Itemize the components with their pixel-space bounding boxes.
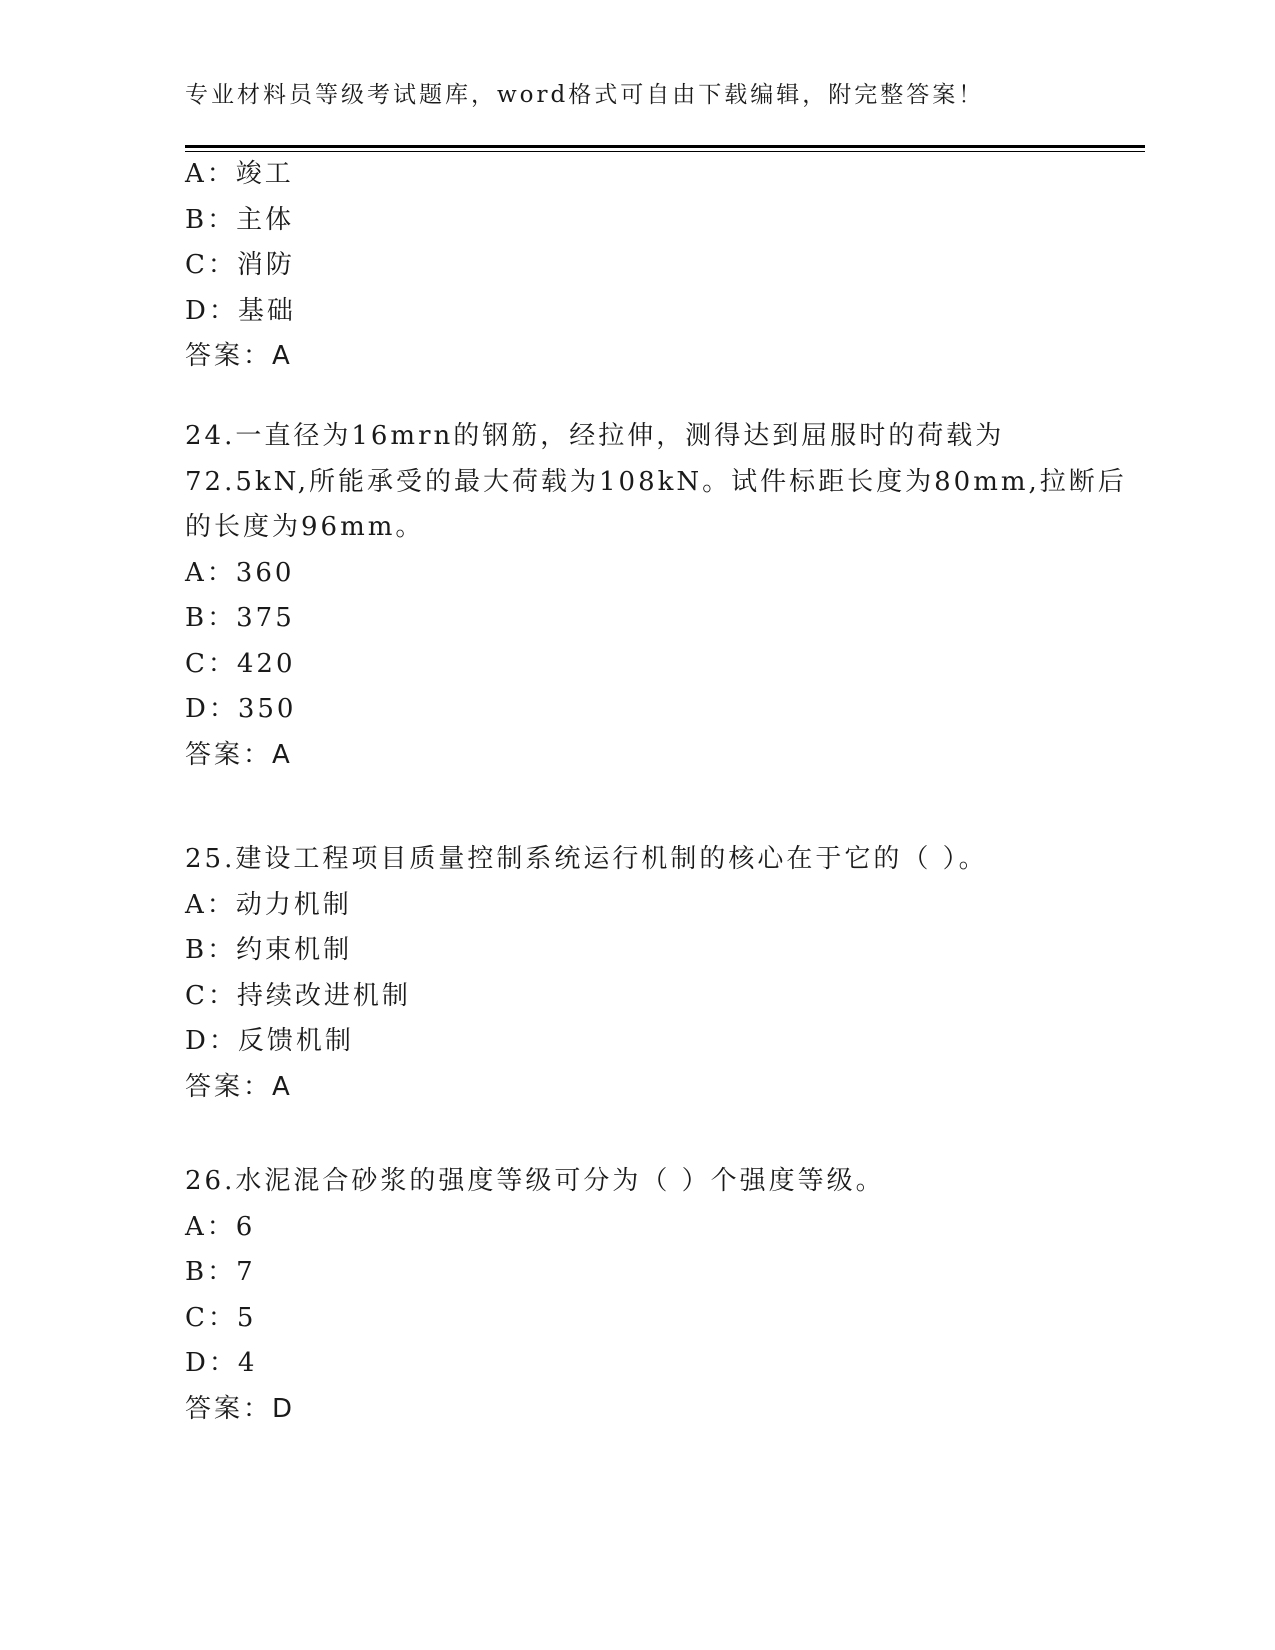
option-a: A：竣工	[185, 159, 294, 189]
answer: 答案：A	[185, 1071, 293, 1102]
question-26	[185, 1159, 1085, 1432]
option-b: B：约束机制	[185, 935, 353, 965]
option-d: D：4	[185, 1348, 258, 1378]
question-25	[185, 837, 1085, 1110]
option-d: D：350	[185, 694, 297, 724]
question-text-line: 的长度为96mm。	[185, 512, 425, 542]
question-text-line: 24.一直径为16mrn的钢筋，经拉伸，测得达到屈服时的荷载为	[185, 421, 1005, 451]
answer: 答案：A	[185, 739, 293, 770]
option-a: A：动力机制	[185, 889, 352, 920]
option-c: C：5	[185, 1302, 257, 1333]
answer: 答案：A	[185, 341, 293, 371]
page-header: 专业材料员等级考试题库，word格式可自由下载编辑，附完整答案！	[185, 82, 985, 108]
option-c: C：420	[185, 648, 296, 679]
question-text-line: 26.水泥混合砂浆的强度等级可分为（ ）个强度等级。	[185, 1166, 885, 1196]
option-b: B：375	[185, 603, 295, 633]
option-b: B：7	[185, 1257, 256, 1287]
option-b: B：主体	[185, 204, 295, 235]
answer: 答案：D	[185, 1393, 296, 1424]
option-c: C：消防	[185, 250, 295, 280]
question-24	[185, 414, 1127, 778]
header-rule-thick	[185, 145, 1145, 148]
question-23-continued	[185, 152, 1085, 380]
option-a: A：6	[185, 1211, 256, 1242]
option-d: D：基础	[185, 295, 296, 326]
question-text-line: 72.5kN,所能承受的最大荷载为108kN。试件标距长度为80mm,拉断后	[185, 466, 1127, 497]
option-c: C：持续改进机制	[185, 980, 411, 1011]
option-a: A：360	[185, 557, 295, 588]
option-d: D：反馈机制	[185, 1026, 354, 1056]
question-text-line: 25.建设工程项目质量控制系统运行机制的核心在于它的（ ）。	[185, 844, 988, 874]
